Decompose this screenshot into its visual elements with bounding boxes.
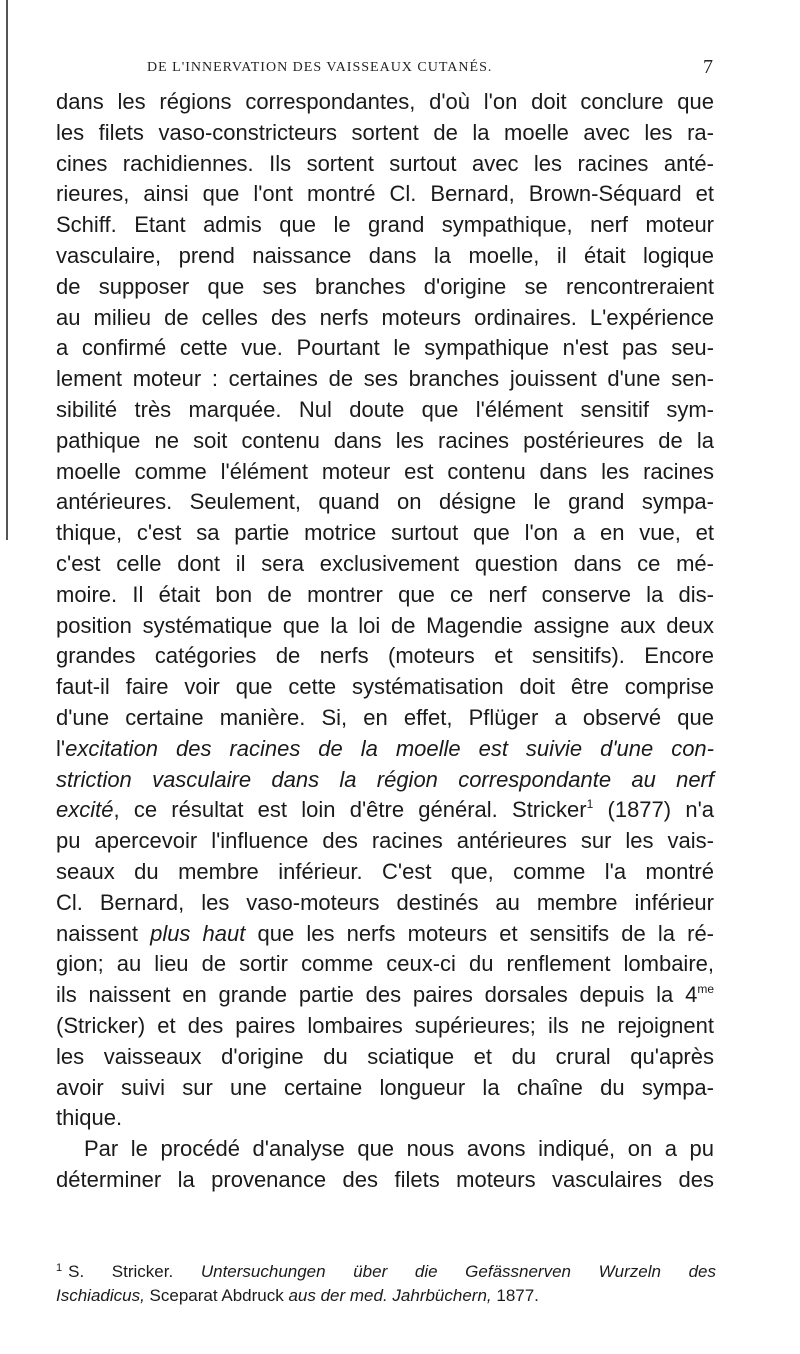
text-line: c'est celle dont il sera exclusivement question dans ce mé- <box>56 550 714 576</box>
text-line: les filets vaso-constricteurs sortent de la moelle avec les ra- <box>56 119 714 145</box>
text-line: rieures, ainsi que l'ont montré Cl. Bernard, Brown-Séquard et <box>56 181 714 207</box>
italic-phrase: excité <box>56 797 114 823</box>
footnote <box>56 1256 716 1308</box>
text-line: de supposer que ses branches d'origine se rencontreraient <box>56 273 714 299</box>
text-run: que les nerfs moteurs et sensitifs de la ré- <box>245 920 714 946</box>
footnote-source: aus der med. Jahrbüchern, <box>288 1286 492 1305</box>
text-run: (1877) n'a <box>593 797 715 823</box>
text-run: l' <box>56 735 66 761</box>
footnote-reference: 1 <box>586 797 594 812</box>
text-line: cines rachidiennes. Ils sortent surtout avec les racines anté- <box>56 150 714 176</box>
text-line <box>56 765 714 796</box>
text-line <box>56 919 714 950</box>
text-line: gion; au lieu de sortir comme ceux-ci du renflement lombaire, <box>56 951 714 977</box>
text-line: seaux du membre inférieur. C'est que, comme l'a montré <box>56 858 714 884</box>
text-line: déterminer la provenance des filets moteurs vasculaires des <box>56 1166 714 1192</box>
italic-phrase: striction vasculaire dans la région correspondante au nerf <box>56 766 714 792</box>
text-line: d'une certaine manière. Si, en effet, Pflüger a observé que <box>56 704 714 730</box>
text-line: grandes catégories de nerfs (moteurs et sensitifs). Encore <box>56 643 714 669</box>
text-line: a confirmé cette vue. Pourtant le sympathique n'est pas seu- <box>56 335 714 361</box>
text-line: Par le procédé d'analyse que nous avons indiqué, on a pu <box>84 1136 714 1162</box>
footnote-marker: 1 <box>56 1262 63 1274</box>
footnote-title: Untersuchungen über die Gefässnerven Wurzeln des <box>200 1262 717 1281</box>
text-line: au milieu de celles des nerfs moteurs ordinaires. L'expérience <box>56 304 714 330</box>
running-header: DE L'INNERVATION DES VAISSEAUX CUTANÉS. <box>147 60 493 75</box>
page-edge-shadow <box>6 0 8 540</box>
footnote-text: Sceparat Abdruck <box>144 1286 289 1305</box>
text-line: Cl. Bernard, les vaso-moteurs destinés au membre inférieur <box>56 889 714 915</box>
footnote-title: Ischiadicus, <box>56 1286 145 1305</box>
text-run: ils naissent en grande partie des paires dorsales depuis la 4 <box>56 982 698 1008</box>
text-line: dans les régions correspondantes, d'où l'on doit conclure que <box>56 89 714 114</box>
text-line <box>56 795 714 826</box>
text-line <box>56 980 714 1011</box>
text-line: (Stricker) et des paires lombaires supérieures; ils ne rejoignent <box>56 1012 714 1038</box>
text-line: thique. <box>56 1105 123 1131</box>
footnote-line <box>56 1256 716 1284</box>
body-text <box>56 87 714 1196</box>
footnote-author: S. Stricker. <box>68 1262 201 1281</box>
text-line: Schiff. Etant admis que le grand sympathique, nerf moteur <box>56 212 714 238</box>
ordinal-superscript: me <box>697 982 714 997</box>
text-line: antérieures. Seulement, quand on désigne le grand sympa- <box>56 489 714 515</box>
text-line: avoir suivi sur une certaine longueur la chaîne du sympa- <box>56 1074 714 1100</box>
text-line <box>56 734 714 765</box>
text-line: position systématique que la loi de Magendie assigne aux deux <box>56 612 714 638</box>
text-line: faut-il faire voir que cette systématisation doit être comprise <box>56 674 714 700</box>
footnote-line <box>56 1284 716 1308</box>
text-line: moire. Il était bon de montrer que ce nerf conserve la dis- <box>56 581 714 607</box>
text-run: naissent <box>56 920 151 946</box>
text-line: lement moteur : certaines de ses branches jouissent d'une sen- <box>56 366 714 392</box>
text-line: vasculaire, prend naissance dans la moelle, il était logique <box>56 242 714 268</box>
text-line: moelle comme l'élément moteur est contenu dans les racines <box>56 458 714 484</box>
italic-phrase: excitation des racines de la moelle est suivie d'une con- <box>65 735 714 761</box>
text-line: pathique ne soit contenu dans les racines postérieures de la <box>56 427 714 453</box>
footnote-year: 1877. <box>491 1286 539 1305</box>
text-run: , ce résultat est loin d'être général. Stricker <box>113 797 587 823</box>
text-line: sibilité très marquée. Nul doute que l'élément sensitif sym- <box>56 396 714 422</box>
text-line: thique, c'est sa partie motrice surtout que l'on a en vue, et <box>56 520 714 546</box>
italic-phrase: plus haut <box>150 920 246 946</box>
text-line: pu apercevoir l'influence des racines antérieures sur les vais- <box>56 828 714 854</box>
page-number: 7 <box>703 56 713 78</box>
text-line: les vaisseaux d'origine du sciatique et du crural qu'après <box>56 1043 714 1069</box>
